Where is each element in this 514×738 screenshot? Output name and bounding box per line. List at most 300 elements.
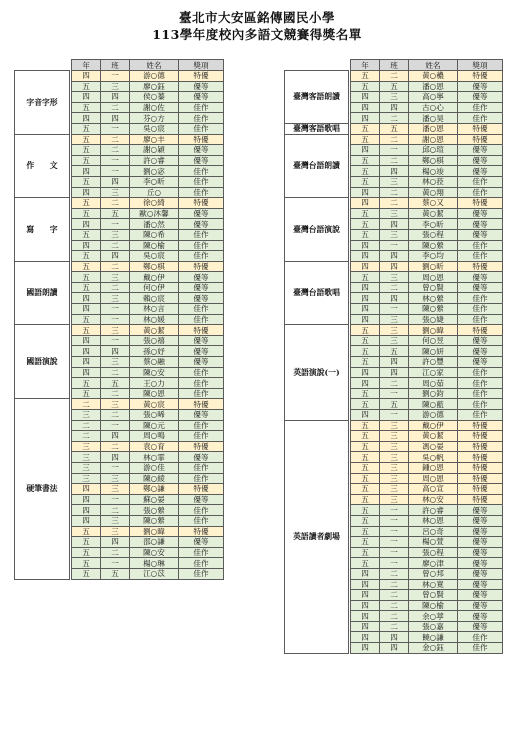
award-cell: 特優 — [458, 123, 503, 134]
award-cell: 優等 — [179, 145, 224, 156]
grade-cell: 五 — [351, 335, 380, 346]
left-award-table — [14, 59, 224, 580]
class-cell: 三 — [101, 229, 130, 240]
class-cell: 四 — [101, 431, 130, 442]
award-cell: 優等 — [458, 346, 503, 357]
award-cell: 優等 — [179, 494, 224, 505]
award-cell: 特優 — [179, 134, 224, 145]
award-cell: 優等 — [179, 282, 224, 293]
award-cell: 佳作 — [179, 367, 224, 378]
grade-cell: 四 — [72, 367, 101, 378]
grade-cell: 四 — [72, 293, 101, 304]
name-cell: 戴○伊 — [409, 420, 458, 431]
award-cell: 特優 — [458, 431, 503, 442]
table-row — [285, 134, 503, 145]
award-cell: 優等 — [458, 282, 503, 293]
name-cell: 張○程 — [409, 547, 458, 558]
school-title: 臺北市大安區銘傳國民小學 — [178, 10, 335, 25]
award-cell: 優等 — [458, 229, 503, 240]
grade-cell: 五 — [72, 81, 101, 92]
grade-cell: 五 — [351, 558, 380, 569]
name-cell: 陳○縈 — [409, 240, 458, 251]
class-cell: 一 — [380, 515, 409, 526]
name-cell: 陳○縈 — [409, 304, 458, 315]
award-cell: 優等 — [179, 293, 224, 304]
class-cell: 一 — [380, 304, 409, 315]
name-cell: 李○昕 — [409, 219, 458, 230]
document-subtitle: 113學年度校內多語文競賽得獎名單 — [152, 27, 362, 42]
name-cell: 邱○瑄 — [409, 145, 458, 156]
grade-cell: 四 — [72, 219, 101, 230]
class-cell: 三 — [101, 187, 130, 198]
grade-cell: 四 — [72, 240, 101, 251]
name-cell: 何○昱 — [409, 335, 458, 346]
award-cell: 佳作 — [179, 102, 224, 113]
award-cell: 佳作 — [458, 378, 503, 389]
award-cell: 佳作 — [179, 431, 224, 442]
award-cell: 佳作 — [179, 304, 224, 315]
grade-cell: 五 — [351, 431, 380, 442]
award-cell: 佳作 — [179, 176, 224, 187]
class-cell: 四 — [101, 251, 130, 262]
name-cell: 曾○賢 — [409, 590, 458, 601]
name-cell: 楊○竣 — [409, 166, 458, 177]
grade-cell: 五 — [72, 314, 101, 325]
award-cell: 特優 — [458, 452, 503, 463]
award-cell: 特優 — [179, 441, 224, 452]
class-cell: 一 — [101, 335, 130, 346]
class-cell: 三 — [380, 484, 409, 495]
name-cell: 王○力 — [130, 378, 179, 389]
class-cell: 三 — [380, 431, 409, 442]
name-cell: 袁○育 — [130, 441, 179, 452]
class-cell: 四 — [380, 293, 409, 304]
grade-cell: 五 — [72, 537, 101, 548]
award-cell: 佳作 — [179, 113, 224, 124]
name-cell: 廖○丰 — [130, 134, 179, 145]
class-cell: 三 — [380, 494, 409, 505]
class-cell: 二 — [380, 134, 409, 145]
class-cell: 二 — [101, 282, 130, 293]
grade-cell: 四 — [351, 643, 380, 654]
class-cell: 一 — [101, 71, 130, 82]
name-cell: 陳○元 — [130, 420, 179, 431]
name-cell: 戴○伊 — [130, 272, 179, 283]
name-cell: 歐○沐馨 — [130, 208, 179, 219]
category-cell: 臺灣台語歌唱 — [285, 261, 349, 325]
name-cell: 劉○暐 — [130, 526, 179, 537]
table-row — [285, 261, 503, 272]
name-cell: 吳○宸 — [130, 251, 179, 262]
award-cell: 佳作 — [179, 240, 224, 251]
grade-cell: 五 — [351, 229, 380, 240]
grade-cell: 五 — [72, 526, 101, 537]
class-cell: 二 — [380, 611, 409, 622]
table-row — [15, 261, 224, 272]
award-cell: 佳作 — [458, 102, 503, 113]
award-cell: 佳作 — [458, 643, 503, 654]
award-cell: 優等 — [179, 219, 224, 230]
grade-cell: 四 — [72, 494, 101, 505]
class-cell: 一 — [380, 145, 409, 156]
grade-cell: 四 — [351, 378, 380, 389]
award-cell: 佳作 — [179, 462, 224, 473]
class-cell: 二 — [101, 198, 130, 209]
name-cell: 李○均 — [409, 251, 458, 262]
grade-cell: 四 — [72, 357, 101, 368]
grade-cell: 四 — [72, 71, 101, 82]
grade-cell: 五 — [351, 71, 380, 82]
grade-cell: 五 — [72, 261, 101, 272]
name-cell: 鄭○謙 — [130, 484, 179, 495]
name-cell: 潘○恩 — [409, 81, 458, 92]
class-cell: 一 — [101, 166, 130, 177]
name-cell: 張○婕 — [409, 314, 458, 325]
grade-cell: 四 — [72, 515, 101, 526]
award-cell: 佳作 — [179, 388, 224, 399]
name-cell: 許○睿 — [409, 505, 458, 516]
class-cell: 一 — [101, 123, 130, 134]
right-award-table — [284, 59, 503, 654]
grade-cell: 五 — [351, 357, 380, 368]
name-cell: 陳○榆 — [409, 600, 458, 611]
name-cell: 呂○奇 — [409, 526, 458, 537]
name-cell: 黃○絜 — [409, 431, 458, 442]
table-row — [15, 325, 224, 336]
award-cell: 優等 — [179, 92, 224, 103]
grade-cell: 四 — [351, 240, 380, 251]
grade-cell: 四 — [351, 304, 380, 315]
class-cell: 五 — [380, 81, 409, 92]
award-cell: 佳作 — [458, 632, 503, 643]
class-header: 班 — [380, 60, 409, 71]
award-cell: 特優 — [179, 261, 224, 272]
class-cell: 五 — [101, 208, 130, 219]
name-cell: 林○媛 — [130, 314, 179, 325]
class-cell: 四 — [101, 92, 130, 103]
grade-cell: 五 — [72, 251, 101, 262]
award-cell: 特優 — [458, 261, 503, 272]
name-cell: 謝○佐 — [130, 102, 179, 113]
class-cell: 一 — [380, 388, 409, 399]
class-cell: 三 — [101, 357, 130, 368]
grade-cell: 四 — [351, 261, 380, 272]
category-cell: 臺灣台語演說 — [285, 198, 349, 262]
award-cell: 優等 — [179, 335, 224, 346]
name-cell: 張○晞 — [130, 410, 179, 421]
left-table-body — [15, 71, 224, 580]
grade-cell: 五 — [351, 462, 380, 473]
award-cell: 優等 — [458, 92, 503, 103]
class-cell: 四 — [380, 102, 409, 113]
table-row — [285, 420, 503, 431]
class-cell: 三 — [101, 272, 130, 283]
class-cell: 二 — [380, 282, 409, 293]
class-cell: 一 — [380, 547, 409, 558]
award-cell: 優等 — [179, 410, 224, 421]
table-row — [15, 198, 224, 209]
grade-cell: 五 — [351, 399, 380, 410]
name-cell: 江○苡 — [130, 568, 179, 579]
award-cell: 特優 — [458, 441, 503, 452]
class-cell: 三 — [101, 325, 130, 336]
class-cell: 四 — [380, 632, 409, 643]
award-cell: 特優 — [179, 399, 224, 410]
category-cell: 英語讀者劇場 — [285, 420, 349, 653]
grade-cell: 五 — [351, 166, 380, 177]
grade-cell: 五 — [351, 176, 380, 187]
name-cell: 林○恩 — [409, 515, 458, 526]
class-cell: 五 — [380, 346, 409, 357]
name-cell: 陳○安 — [130, 367, 179, 378]
award-cell: 佳作 — [179, 515, 224, 526]
grade-cell: 五 — [351, 208, 380, 219]
award-cell: 佳作 — [458, 187, 503, 198]
class-cell: 三 — [380, 473, 409, 484]
award-cell: 佳作 — [458, 113, 503, 124]
grade-cell: 五 — [351, 272, 380, 283]
award-cell: 佳作 — [458, 314, 503, 325]
grade-cell: 五 — [72, 123, 101, 134]
grade-cell: 四 — [351, 198, 380, 209]
grade-cell: 五 — [351, 441, 380, 452]
name-cell: 邵○謙 — [130, 537, 179, 548]
award-cell: 優等 — [458, 537, 503, 548]
award-cell: 優等 — [179, 81, 224, 92]
name-cell: 林○寬 — [409, 579, 458, 590]
category-cell: 國語演說 — [15, 325, 70, 399]
class-header: 班 — [101, 60, 130, 71]
grade-cell: 四 — [351, 600, 380, 611]
class-cell: 三 — [380, 441, 409, 452]
class-cell: 一 — [380, 537, 409, 548]
name-cell: 陳○藍 — [409, 399, 458, 410]
category-cell: 臺灣客語朗讀 — [285, 71, 349, 124]
name-cell: 廖○津 — [409, 558, 458, 569]
class-cell: 三 — [380, 335, 409, 346]
grade-cell: 五 — [72, 155, 101, 166]
award-cell: 佳作 — [179, 568, 224, 579]
name-header: 姓名 — [130, 60, 179, 71]
name-cell: 黃○絜 — [409, 208, 458, 219]
name-cell: 周○恩 — [409, 272, 458, 283]
name-cell: 林○霏 — [130, 452, 179, 463]
award-cell: 佳作 — [179, 123, 224, 134]
class-cell: 三 — [101, 484, 130, 495]
category-cell: 英語演說(一) — [285, 325, 349, 420]
award-cell: 佳作 — [458, 293, 503, 304]
award-cell: 佳作 — [179, 473, 224, 484]
name-cell: 陳○榆 — [130, 240, 179, 251]
award-cell: 優等 — [458, 208, 503, 219]
award-cell: 優等 — [179, 537, 224, 548]
grade-cell: 二 — [72, 420, 101, 431]
award-cell: 優等 — [458, 515, 503, 526]
class-cell: 三 — [380, 208, 409, 219]
name-cell: 張○禧 — [130, 335, 179, 346]
name-cell: 周○茹 — [409, 378, 458, 389]
grade-cell: 四 — [351, 410, 380, 421]
name-cell: 許○豐 — [409, 357, 458, 368]
name-cell: 吳○宸 — [130, 123, 179, 134]
grade-cell: 五 — [351, 219, 380, 230]
grade-cell: 四 — [351, 314, 380, 325]
class-cell: 三 — [380, 229, 409, 240]
right-table-body — [285, 71, 503, 654]
award-cell: 特優 — [179, 71, 224, 82]
name-cell: 蔡○又 — [409, 198, 458, 209]
class-cell: 一 — [380, 526, 409, 537]
class-cell: 二 — [380, 155, 409, 166]
award-cell: 特優 — [458, 134, 503, 145]
grade-cell: 五 — [351, 452, 380, 463]
award-header: 獎項 — [458, 60, 503, 71]
name-cell: 張○縈 — [130, 505, 179, 516]
name-cell: 謝○恩 — [409, 134, 458, 145]
grade-cell: 二 — [72, 399, 101, 410]
name-cell: 侯○蓁 — [130, 92, 179, 103]
name-cell: 劉○宓 — [130, 166, 179, 177]
class-cell: 一 — [101, 155, 130, 166]
award-cell: 優等 — [458, 357, 503, 368]
name-cell: 游○德 — [130, 71, 179, 82]
award-cell: 特優 — [179, 325, 224, 336]
award-cell: 佳作 — [458, 388, 503, 399]
grade-cell: 五 — [72, 568, 101, 579]
name-cell: 廖○鈺 — [130, 81, 179, 92]
class-cell: 四 — [101, 346, 130, 357]
class-cell: 二 — [101, 505, 130, 516]
award-cell: 特優 — [458, 462, 503, 473]
award-cell: 特優 — [458, 71, 503, 82]
grade-cell: 五 — [72, 378, 101, 389]
name-cell: 曾○賢 — [409, 282, 458, 293]
name-cell: 陳○希 — [130, 229, 179, 240]
name-cell: 張○程 — [409, 229, 458, 240]
table-header-row — [285, 60, 503, 71]
name-cell: 江○家 — [409, 367, 458, 378]
class-cell: 一 — [101, 420, 130, 431]
name-cell: 古○心 — [409, 102, 458, 113]
name-header: 姓名 — [409, 60, 458, 71]
grade-cell: 四 — [351, 579, 380, 590]
name-cell: 黃○絜 — [130, 325, 179, 336]
class-cell: 一 — [101, 304, 130, 315]
grade-header: 年 — [351, 60, 380, 71]
name-cell: 徐○綺 — [130, 198, 179, 209]
name-cell: 林○言 — [130, 304, 179, 315]
class-cell: 二 — [380, 590, 409, 601]
class-cell: 二 — [101, 102, 130, 113]
grade-cell: 四 — [72, 166, 101, 177]
award-cell: 優等 — [458, 219, 503, 230]
class-cell: 五 — [380, 123, 409, 134]
name-cell: 黃○翔 — [409, 187, 458, 198]
name-cell: 馮○晏 — [409, 441, 458, 452]
grade-cell: 五 — [351, 388, 380, 399]
name-cell: 陳○妍 — [409, 346, 458, 357]
category-cell: 字音字形 — [15, 71, 70, 135]
class-cell: 四 — [380, 261, 409, 272]
table-row — [285, 71, 503, 82]
name-cell: 鄭○棋 — [409, 155, 458, 166]
class-cell: 五 — [101, 378, 130, 389]
name-cell: 楊○琳 — [130, 558, 179, 569]
award-cell: 佳作 — [179, 558, 224, 569]
award-cell: 佳作 — [458, 251, 503, 262]
award-cell: 優等 — [458, 590, 503, 601]
name-cell: 吳○帆 — [409, 452, 458, 463]
class-cell: 四 — [380, 166, 409, 177]
class-cell: 三 — [380, 272, 409, 283]
table-row — [285, 123, 503, 134]
grade-cell: 四 — [72, 335, 101, 346]
name-cell: 鄭○棋 — [130, 261, 179, 272]
class-cell: 二 — [101, 134, 130, 145]
name-cell: 李○昕 — [130, 176, 179, 187]
grade-header: 年 — [72, 60, 101, 71]
grade-cell: 五 — [351, 473, 380, 484]
category-header — [15, 60, 70, 71]
grade-cell: 四 — [351, 367, 380, 378]
class-cell: 三 — [101, 515, 130, 526]
grade-cell: 五 — [351, 537, 380, 548]
name-cell: 陳○恩 — [130, 388, 179, 399]
class-cell: 三 — [380, 314, 409, 325]
grade-cell: 五 — [351, 81, 380, 92]
grade-cell: 五 — [351, 346, 380, 357]
award-cell: 佳作 — [179, 378, 224, 389]
award-cell: 優等 — [179, 272, 224, 283]
grade-cell: 五 — [72, 229, 101, 240]
name-cell: 周○鳴 — [130, 431, 179, 442]
name-cell: 謝○穎 — [130, 145, 179, 156]
name-cell: 余○葶 — [409, 611, 458, 622]
award-cell: 佳作 — [179, 166, 224, 177]
name-cell: 游○佳 — [130, 462, 179, 473]
grade-cell: 五 — [351, 494, 380, 505]
class-cell: 三 — [101, 473, 130, 484]
name-cell: 林○安 — [409, 494, 458, 505]
class-cell: 三 — [380, 176, 409, 187]
name-cell: 劉○昕 — [409, 261, 458, 272]
class-cell: 五 — [380, 399, 409, 410]
name-cell: 許○睿 — [130, 155, 179, 166]
grade-cell: 五 — [72, 134, 101, 145]
grade-cell: 四 — [72, 92, 101, 103]
award-cell: 佳作 — [458, 399, 503, 410]
class-cell: 二 — [101, 367, 130, 378]
name-cell: 劉○暐 — [409, 325, 458, 336]
table-row — [15, 399, 224, 410]
grade-cell: 四 — [72, 113, 101, 124]
class-cell: 三 — [101, 526, 130, 537]
grade-cell: 四 — [351, 611, 380, 622]
grade-cell: 四 — [351, 293, 380, 304]
class-cell: 二 — [380, 621, 409, 632]
award-cell: 優等 — [179, 452, 224, 463]
class-cell: 二 — [101, 261, 130, 272]
class-cell: 二 — [380, 71, 409, 82]
name-cell: 蔡○融 — [130, 357, 179, 368]
award-cell: 優等 — [458, 579, 503, 590]
class-cell: 三 — [101, 293, 130, 304]
award-cell: 特優 — [458, 494, 503, 505]
award-cell: 特優 — [458, 420, 503, 431]
class-cell: 二 — [101, 388, 130, 399]
class-cell: 一 — [101, 558, 130, 569]
table-row — [15, 134, 224, 145]
